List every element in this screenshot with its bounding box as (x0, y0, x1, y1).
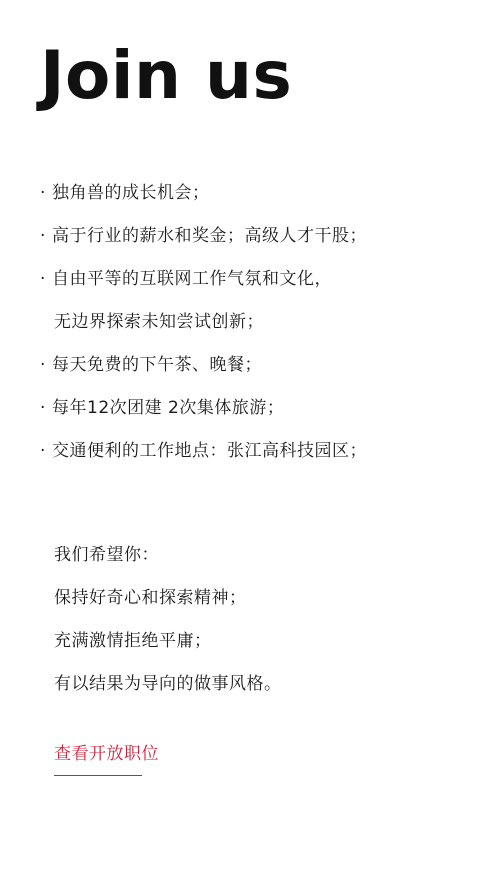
benefit-text: 每天免费的下午茶、晚餐； (52, 355, 262, 375)
benefit-item-continuation (40, 305, 367, 339)
page-title: Join us (40, 37, 293, 114)
expectations-heading: 我们希望你： (54, 545, 159, 565)
benefit-text: 高于行业的薪水和奖金；高级人才干股； (52, 226, 367, 246)
bullet-dot: · (40, 269, 46, 289)
expectation-item: 保持好奇心和探索精神； (54, 588, 247, 608)
benefit-text: 无边界探索未知尝试创新； (54, 312, 264, 332)
expectation-item: 有以结果为导向的做事风格。 (54, 674, 282, 694)
bullet-dot: · (40, 226, 46, 246)
bullet-dot: · (40, 183, 46, 203)
bullet-dot: · (40, 398, 46, 418)
benefit-item (40, 219, 367, 253)
benefit-item (40, 434, 367, 468)
benefits-list (40, 176, 367, 468)
benefit-text: 每年12次团建 2次集体旅游； (52, 398, 285, 418)
benefit-text: 独角兽的成长机会； (52, 183, 210, 203)
benefit-item (40, 262, 367, 296)
expectations-list (54, 538, 282, 701)
bullet-dot: · (40, 441, 46, 461)
benefit-item (40, 176, 367, 210)
link-underline (54, 775, 142, 776)
view-open-positions-link[interactable]: 查看开放职位 (54, 744, 159, 764)
benefit-text: 交通便利的工作地点：张江高科技园区； (52, 441, 367, 461)
benefit-item (40, 348, 367, 382)
expectation-item: 充满激情拒绝平庸； (54, 631, 212, 651)
bullet-dot: · (40, 355, 46, 375)
benefit-item (40, 391, 367, 425)
benefit-text: 自由平等的互联网工作气氛和文化， (52, 269, 332, 289)
